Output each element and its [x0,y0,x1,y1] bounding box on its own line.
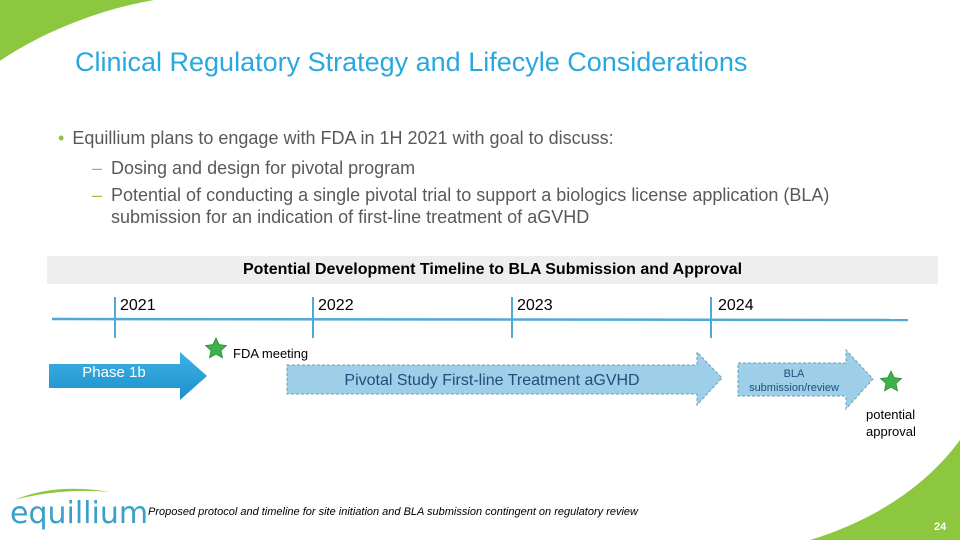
year-label-2023: 2023 [517,297,553,314]
fda-meeting-label: FDA meeting [233,346,309,361]
slide-title: Clinical Regulatory Strategy and Lifecyle Considerations [75,47,748,77]
bla-label [738,367,850,395]
bla-label-line2: submission/review [749,382,839,394]
timeline-heading: Potential Development Timeline to BLA Submission and Approval [47,256,938,284]
timeline-axis [52,319,908,320]
footnote: Proposed protocol and timeline for site initiation and BLA submission contingent on regulatory review [148,506,638,518]
pivotal-study-label: Pivotal Study First-line Treatment aGVHD [344,372,640,389]
year-label-2024: 2024 [718,297,754,314]
fda-meeting-star-icon [206,338,227,358]
company-logo: equillium [10,496,149,531]
approval-star-icon [881,371,902,391]
sub-bullet-2-text: Potential of conducting a single pivotal trial to support a biologics license application (BLA) [111,185,830,205]
dash-icon: – [92,158,103,178]
dash-icon: – [92,185,103,205]
sub-bullet-1-text: Dosing and design for pivotal program [111,158,416,178]
bla-label-line1: BLA [783,368,805,380]
approval-label [866,406,916,440]
approval-label-line2: approval [866,424,916,439]
approval-label-line1: potential [866,407,916,422]
bullet-dot-icon: • [58,128,65,148]
year-label-2022: 2022 [318,297,354,314]
page-number: 24 [934,521,947,533]
bullet-main [58,128,614,149]
sub-bullet-2-text-line2: submission for an indication of first-line treatment of aGVHD [111,207,590,227]
phase1b-label: Phase 1b [82,364,146,381]
year-label-2021: 2021 [120,297,156,314]
bullet-main-text: Equillium plans to engage with FDA in 1H 2021 with goal to discuss: [72,128,614,148]
